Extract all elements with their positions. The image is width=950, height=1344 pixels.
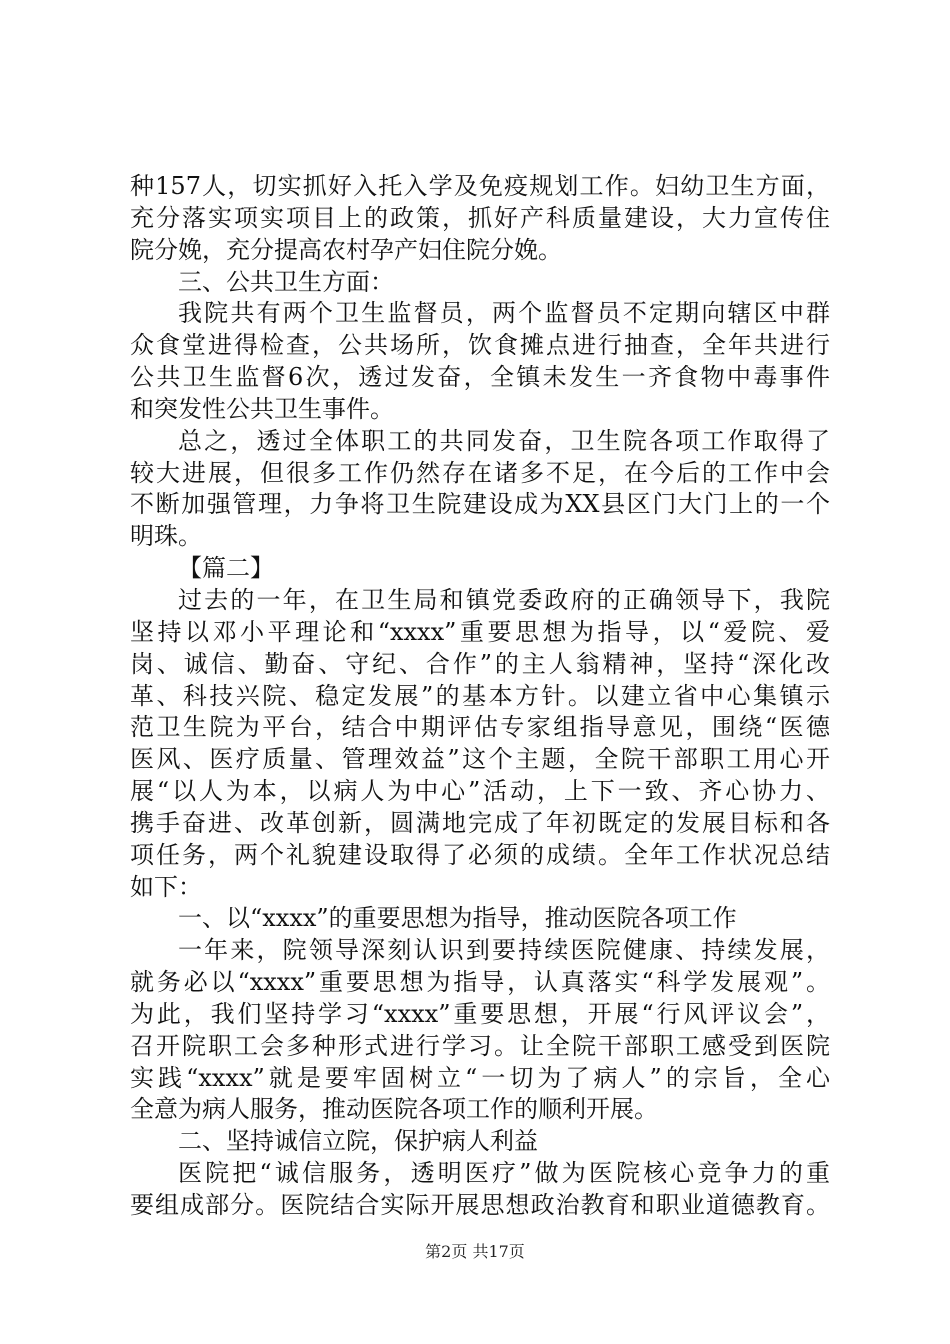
text-line: 为此，我们坚持学习“xxxx”重要思想，开展“行风评议会”，: [130, 999, 830, 1028]
text-line: 如下：: [130, 872, 202, 901]
text-line: 较大进展，但很多工作仍然存在诸多不足，在今后的工作中会: [130, 458, 830, 487]
text-line: 过去的一年，在卫生局和镇党委政府的正确领导下，我院: [178, 585, 830, 614]
text-line: 充分落实项实项目上的政策，抓好产科质量建设，大力宣传住: [130, 203, 830, 232]
text-line: 医院把“诚信服务，透明医疗”做为医院核心竞争力的重: [178, 1159, 830, 1188]
text-line: 岗、诚信、勤奋、守纪、合作”的主人翁精神，坚持“深化改: [130, 649, 830, 678]
page-footer: 第2页 共17页: [425, 1242, 525, 1261]
text-line: 和突发性公共卫生事件。: [130, 394, 394, 423]
body-text: [130, 171, 830, 1222]
text-line: 坚持以邓小平理论和“xxxx”重要思想为指导，以“爱院、爱: [130, 617, 830, 646]
text-line: 要组成部分。医院结合实际开展思想政治教育和职业道德教育。: [130, 1191, 830, 1219]
section-heading: 【篇二】: [178, 554, 274, 583]
text-line: 就务必以“xxxx”重要思想为指导，认真落实“科学发展观”。: [130, 968, 830, 997]
text-line: 项任务，两个礼貌建设取得了必须的成绩。全年工作状况总结: [130, 840, 830, 869]
section-heading: 二、坚持诚信立院，保护病人利益: [178, 1127, 538, 1156]
text-line: 不断加强管理，力争将卫生院建设成为XX县区门大门上的一个: [130, 490, 830, 519]
text-line: 携手奋进、改革创新，圆满地完成了年初既定的发展目标和各: [130, 808, 830, 837]
text-line: 全意为病人服务，推动医院各项工作的顺利开展。: [130, 1095, 658, 1124]
section-heading: 三、公共卫生方面：: [178, 267, 394, 296]
text-line: 医风、医疗质量、管理效益”这个主题，全院干部职工用心开: [130, 745, 830, 774]
text-line: 展“以人为本，以病人为中心”活动，上下一致、齐心协力、: [130, 777, 830, 806]
text-line: 明珠。: [130, 522, 202, 551]
text-line: 种157人，切实抓好入托入学及免疫规划工作。妇幼卫生方面，: [130, 172, 830, 200]
text-line: 院分娩，充分提高农村孕产妇住院分娩。: [130, 235, 562, 264]
text-line: 范卫生院为平台，结合中期评估专家组指导意见，围绕“医德: [130, 713, 830, 742]
text-line: 总之，透过全体职工的共同发奋，卫生院各项工作取得了: [178, 426, 830, 455]
text-line: 革、科技兴院、稳定发展”的基本方针。以建立省中心集镇示: [130, 681, 830, 710]
text-line: 公共卫生监督6次，透过发奋，全镇未发生一齐食物中毒事件: [130, 363, 830, 392]
text-line: 众食堂进得检查，公共场所，饮食摊点进行抽查，全年共进行: [130, 331, 830, 360]
section-heading: 一、以“xxxx”的重要思想为指导，推动医院各项工作: [178, 904, 737, 933]
text-line: 一年来，院领导深刻认识到要持续医院健康、持续发展，: [178, 936, 830, 965]
text-line: 我院共有两个卫生监督员，两个监督员不定期向辖区中群: [178, 299, 830, 328]
text-line: 实践“xxxx”就是要牢固树立“一切为了病人”的宗旨，全心: [130, 1063, 830, 1092]
text-line: 召开院职工会多种形式进行学习。让全院干部职工感受到医院: [130, 1031, 830, 1060]
